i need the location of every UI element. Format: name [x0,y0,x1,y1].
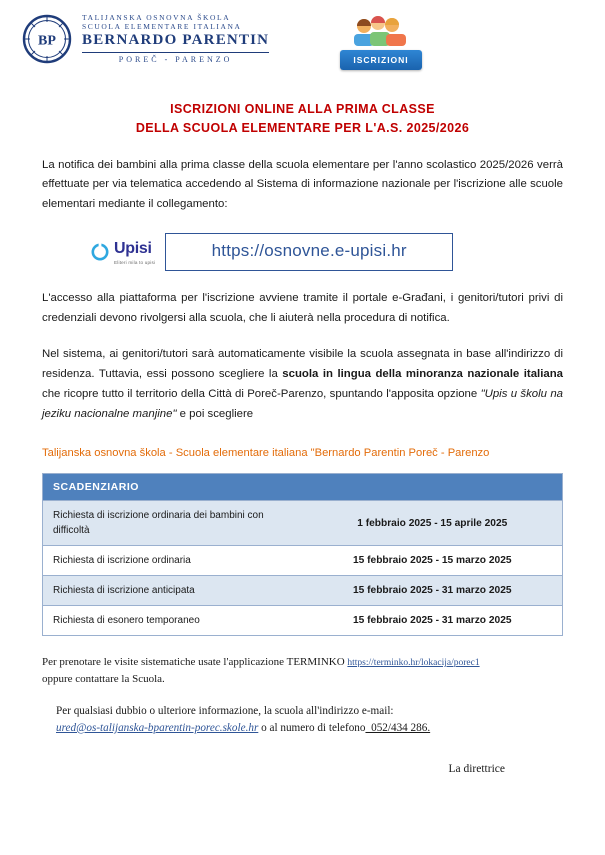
row-label: Richiesta di esonero temporaneo [43,606,303,636]
access-paragraph: L'accesso alla piattaforma per l'iscrizione avviene tramite il portale e-Građani, i genitori/tutori privi di credenziali devono rivolgersi alla scuola, che li aiuterà nella procedura di notifica. [42,292,563,325]
table-row [43,606,562,636]
page-title [0,100,605,138]
table-header-row [43,474,562,501]
children-illustration-icon [350,14,412,46]
system-text-part2: che ricopre tutto il territorio della Città di Poreč-Parenzo, spuntando l'apposita opzione [42,388,481,401]
email-link[interactable]: ured@os-talijanska-bparentin-porec.skole.hr [56,721,259,734]
table-header-title: SCADENZIARIO [43,474,562,501]
row-date: 15 febbraio 2025 - 15 marzo 2025 [303,546,563,576]
deadlines-table-wrapper [42,473,563,636]
school-line-italian: SCUOLA ELEMENTARE ITALIANA [82,21,242,31]
row-date: 1 febbraio 2025 - 15 aprile 2025 [303,501,563,546]
table-row [43,576,562,606]
svg-text:BP: BP [38,33,56,49]
url-box[interactable] [165,233,453,271]
terminko-text-pre: Per prenotare le visite sistematiche usate l'applicazione TERMINKO [42,656,348,669]
document-body [0,156,605,216]
table-row [43,501,562,546]
upisi-wordmark: Upisi [114,239,152,257]
contact-details [56,720,563,737]
document-footer [0,654,605,775]
system-text-bold: scuola in lingua della minoranza nazionale italiana [282,368,563,381]
badge-label: ISCRIZIONI [340,50,422,70]
row-label: Richiesta di iscrizione ordinaria [43,546,303,576]
school-logo-block [22,14,269,64]
system-text-part3: e poi scegliere [176,408,254,421]
upisi-tagline: Eliteri mila to upisi [114,259,156,265]
school-name-block [82,14,269,64]
system-paragraph [42,345,563,425]
row-label: Richiesta di iscrizione ordinaria dei bambini con difficoltà [43,501,303,546]
school-name: BERNARDO PARENTIN [82,32,270,49]
school-line-croatian: TALIJANSKA OSNOVNA ŠKOLA [82,13,231,23]
contact-line: Per qualsiasi dubbio o ulteriore informazione, la scuola all'indirizzo e-mail: [56,705,394,718]
enrollment-url[interactable]: https://osnovne.e-upisi.hr [211,241,407,261]
row-date: 15 febbraio 2025 - 31 marzo 2025 [303,576,563,606]
terminko-text-post: oppure contattare la Scuola. [42,672,165,685]
terminko-link[interactable]: https://terminko.hr/lokacija/porec1 [347,658,480,669]
upisi-logo [90,240,155,265]
school-crest-icon [22,14,72,64]
url-row [0,233,605,271]
title-line-2: DELLA SCUOLA ELEMENTARE PER L'A.S. 2025/2026 [135,120,470,135]
deadlines-table [43,474,562,635]
intro-paragraph: La notifica dei bambini alla prima classe della scuola elementare per l'anno scolastico 2025/2026 verrà effettuate per via telematica accedendo al Sistema di informazione nazionale per l'iscrizione alle scuole elementari mediante il collegamento: [42,158,563,211]
table-row [43,546,562,576]
row-date: 15 febbraio 2025 - 31 marzo 2025 [303,606,563,636]
signature: La direttrice [448,762,505,775]
school-place: POREČ - PARENZO [118,54,233,64]
terminko-paragraph [42,654,563,687]
document-header [0,0,605,78]
system-text-part1: Nel sistema, ai genitori/tutori sarà automaticamente visibile la scuola assegnata in base all'indirizzo di residenza. Tuttavia, essi possono scegliere la [42,348,563,381]
phone-number: _052/434 286. [365,721,431,734]
row-label: Richiesta di iscrizione anticipata [43,576,303,606]
system-text-italic: "Upis u školu na jeziku nacionalne manjine" [42,388,564,421]
upisi-mark-icon [90,242,110,262]
iscrizioni-badge [340,14,422,76]
school-option-note: Talijanska osnovna škola - Scuola elementare italiana "Bernardo Parentin Poreč - Parenzo [42,447,490,460]
title-line-1: ISCRIZIONI ONLINE ALLA PRIMA CLASSE [170,102,435,116]
school-divider [82,52,269,53]
contact-mid-text: o al numero di telefono [258,721,366,734]
contact-block [42,703,563,737]
